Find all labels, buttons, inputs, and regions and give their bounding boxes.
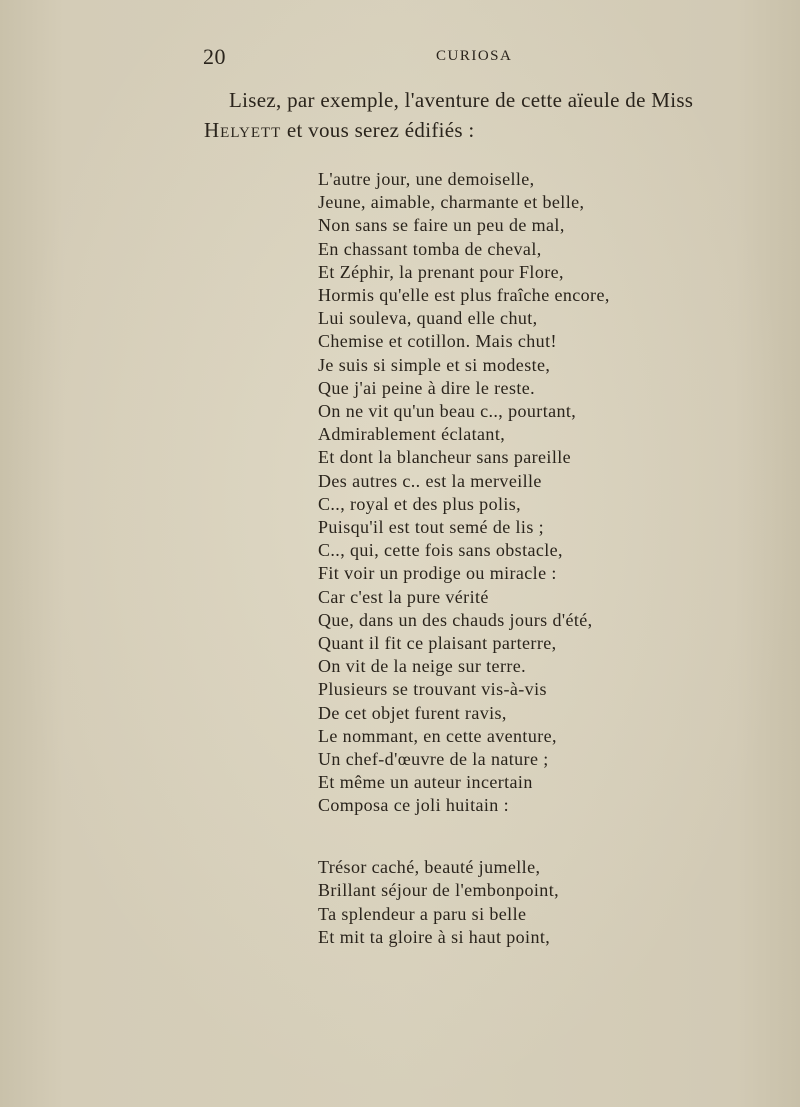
- poem-line: Fit voir un prodige ou miracle :: [318, 563, 557, 584]
- poem: [318, 168, 610, 818]
- huitain-line: Trésor caché, beauté jumelle,: [318, 857, 541, 877]
- poem-line: Et dont la blancheur sans pareille: [318, 447, 572, 468]
- poem-line: Le nommant, en cette aventure,: [318, 725, 557, 746]
- huitain-line: Ta splendeur a paru si belle: [318, 903, 527, 924]
- poem-line: Quant il fit ce plaisant parterre,: [318, 633, 557, 654]
- poem-line: Car c'est la pure vérité: [318, 586, 489, 607]
- poem-line: Composa ce joli huitain :: [318, 795, 509, 816]
- poem-line: C.., qui, cette fois sans obstacle,: [318, 540, 563, 561]
- poem-line: Que j'ai peine à dire le reste.: [318, 377, 536, 398]
- poem-line: Et Zéphir, la prenant pour Flore,: [318, 261, 564, 282]
- poem-line: Et même un auteur incertain: [318, 772, 533, 793]
- intro-line-1: Lisez, par exemple, l'aventure de cette aïeule de Miss: [229, 88, 694, 112]
- page-number: 20: [203, 44, 226, 69]
- poem-line: Admirablement éclatant,: [318, 424, 506, 445]
- poem-line: En chassant tomba de cheval,: [318, 238, 542, 259]
- intro-line-2-text: et vous serez édifiés :: [281, 118, 475, 142]
- poem-line: C.., royal et des plus polis,: [318, 493, 522, 514]
- poem-line: On vit de la neige sur terre.: [318, 656, 527, 677]
- poem-line: Plusieurs se trouvant vis-à-vis: [318, 679, 547, 700]
- poem-line: Chemise et cotillon. Mais chut!: [318, 331, 557, 352]
- poem-line: On ne vit qu'un beau c.., pourtant,: [318, 401, 577, 422]
- poem-line: Un chef-d'œuvre de la nature ;: [318, 749, 549, 770]
- poem-line: De cet objet furent ravis,: [318, 702, 507, 723]
- intro-line-2: [204, 118, 475, 143]
- huitain: [318, 856, 559, 949]
- poem-line: Lui souleva, quand elle chut,: [318, 308, 538, 329]
- poem-line: Jeune, aimable, charmante et belle,: [318, 192, 585, 213]
- huitain-line: Brillant séjour de l'embonpoint,: [318, 880, 560, 901]
- poem-line: Que, dans un des chauds jours d'été,: [318, 609, 593, 630]
- poem-line: Puisqu'il est tout semé de lis ;: [318, 517, 545, 538]
- poem-line: Hormis qu'elle est plus fraîche encore,: [318, 285, 610, 306]
- character-name: Helyett: [204, 118, 282, 142]
- running-title: CURIOSA: [436, 48, 513, 64]
- poem-line: Je suis si simple et si modeste,: [318, 354, 551, 375]
- poem-line: Non sans se faire un peu de mal,: [318, 215, 565, 236]
- poem-line: L'autre jour, une demoiselle,: [318, 169, 535, 189]
- poem-line: Des autres c.. est la merveille: [318, 470, 542, 491]
- huitain-line: Et mit ta gloire à si haut point,: [318, 926, 551, 947]
